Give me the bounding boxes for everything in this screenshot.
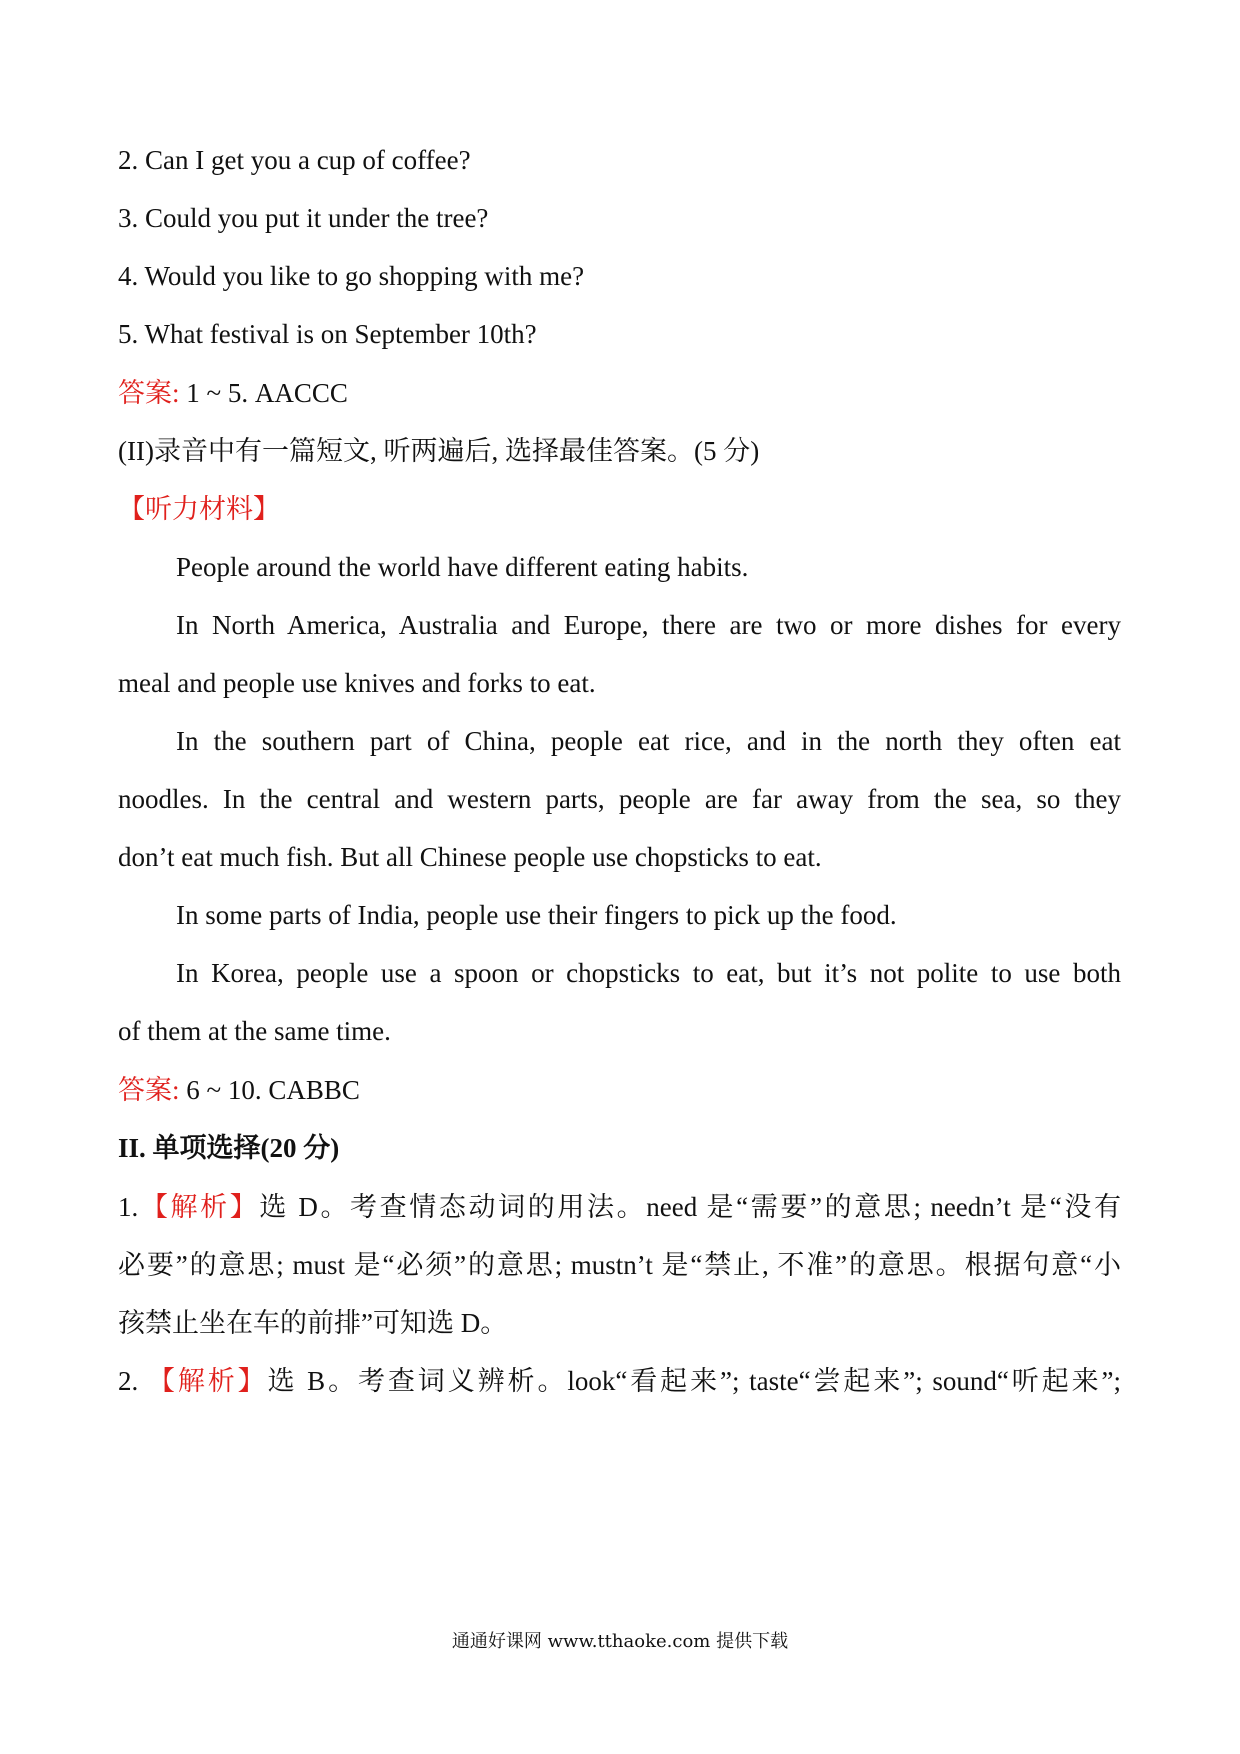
answer-line-2 <box>118 1072 360 1108</box>
section-2-instruction: (II)录音中有一篇短文, 听两遍后, 选择最佳答案。(5 分) <box>118 436 760 466</box>
explanation-tag: 【解析】 <box>147 1366 268 1396</box>
question-3: 3. Could you put it under the tree? <box>118 203 489 233</box>
question-4: 4. Would you like to go shopping with me? <box>118 261 585 291</box>
question-5: 5. What festival is on September 10th? <box>118 319 537 349</box>
explanation-2-line-1 <box>118 1363 1121 1399</box>
passage-paragraph-5-line-1: In Korea, people use a spoon or chopsticks to eat, but it’s not polite to use both <box>176 958 1121 988</box>
passage-paragraph-2-line-2: meal and people use knives and forks to eat. <box>118 668 596 698</box>
question-2: 2. Can I get you a cup of coffee? <box>118 145 471 175</box>
answer-label: 答案: <box>118 378 180 408</box>
passage-paragraph-5-line-2: of them at the same time. <box>118 1016 391 1046</box>
explanation-number: 2. <box>118 1366 148 1396</box>
passage-paragraph-4: In some parts of India, people use their fingers to pick up the food. <box>176 900 897 930</box>
explanation-1-line-2: 必要”的意思; must 是“必须”的意思; mustn’t 是“禁止, 不准”的意思。根据句意“小 <box>118 1250 1121 1280</box>
passage-paragraph-1: People around the world have different eating habits. <box>176 552 749 582</box>
answer-value: 1 ~ 5. AACCC <box>179 378 348 408</box>
page-footer: 通通好课网 www.tthaoke.com 提供下载 <box>451 1631 789 1652</box>
passage-paragraph-2-line-1: In North America, Australia and Europe, there are two or more dishes for every <box>176 610 1121 640</box>
passage-paragraph-3-line-3: don’t eat much fish. But all Chinese people use chopsticks to eat. <box>118 842 822 872</box>
answer-value: 6 ~ 10. CABBC <box>179 1075 360 1105</box>
explanation-text: 选 D。考查情态动词的用法。need 是“需要”的意思; needn’t 是“没有 <box>259 1192 1121 1222</box>
listening-material-label: 【听力材料】 <box>118 494 280 524</box>
explanation-1-line-3: 孩禁止坐在车的前排”可知选 D。 <box>118 1308 508 1338</box>
explanation-1-line-1 <box>118 1189 1121 1225</box>
explanation-tag: 【解析】 <box>138 1192 260 1222</box>
passage-paragraph-3-line-1: In the southern part of China, people eat rice, and in the north they often eat <box>176 726 1121 756</box>
answer-line-1 <box>118 375 348 411</box>
explanation-text: 选 B。考查词义辨析。look“看起来”; taste“尝起来”; sound“听起来”; <box>267 1366 1122 1396</box>
answer-label: 答案: <box>118 1075 180 1105</box>
explanation-number: 1. <box>118 1192 139 1222</box>
section-ii-heading: II. 单项选择(20 分) <box>118 1133 340 1163</box>
passage-paragraph-3-line-2: noodles. In the central and western parts, people are far away from the sea, so they <box>118 784 1121 814</box>
